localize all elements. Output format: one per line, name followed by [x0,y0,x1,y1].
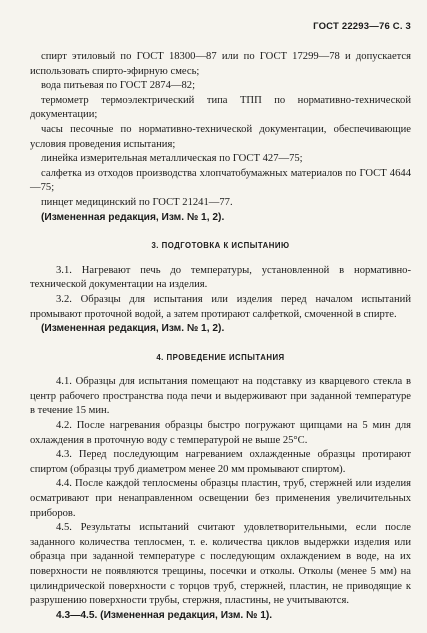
material-item: термометр термоэлектрический типа ТПП по нормативно-технической документации; [30,94,411,121]
paragraph-4-5: 4.5. Результаты испытаний считают удовлетворительными, если после заданного количества теплосмен, т. е. количества циклов выдержки изделия или образца при заданной температуре с последующим охлаждением в воде, на их поверхности не появляются трещины, посечки и отколы. Отколы (менее 5 мм) на цилиндрической поверхности с торцов труб, стержней, пластин, не приводящие к разрушению поверхности трубы, стержня, пластины, не учитываются. [30,522,411,607]
edit-note: 4.3—4.5. (Измененная редакция, Изм. № 1). [56,609,273,621]
material-item: часы песочные по нормативно-технической документации, обеспечивающие условия проведения испытания; [30,123,411,150]
edit-note: (Измененная редакция, Изм. № 1, 2). [41,211,225,223]
material-item: вода питьевая по ГОСТ 2874—82; [41,80,196,92]
material-item: спирт этиловый по ГОСТ 18300—87 или по ГОСТ 17299—78 и допускается использовать спирто-эфирную смесь; [30,51,411,77]
document-body [30,50,411,623]
paragraph-4-4: 4.4. После каждой теплосмены образцы пластин, труб, стержней или изделия осматривают при ненаправленном освещении без применения увеличительных приборов. [30,478,411,519]
paragraph-3-2: 3.2. Образцы для испытания или изделия перед началом испытаний промывают проточной водой, а затем протирают салфеткой, смоченной в спирте. [30,293,411,320]
material-item: салфетка из отходов производства хлопчатобумажных материалов по ГОСТ 4644—75; [30,167,411,194]
material-item: пинцет медицинский по ГОСТ 21241—77. [41,196,233,208]
paragraph-3-1: 3.1. Нагревают печь до температуры, установленной в нормативно-технической документации на изделия. [30,264,411,291]
paragraph-4-2: 4.2. После нагревания образцы быстро погружают щипцами на 5 мин для охлаждения в проточную воду с температурой не выше 25°С. [30,420,411,446]
material-item: линейка измерительная металлическая по ГОСТ 427—75; [41,153,303,165]
edit-note: (Измененная редакция, Изм. № 1, 2). [41,323,225,335]
section-heading: 4. ПРОВЕДЕНИЕ ИСПЫТАНИЯ [156,352,285,362]
paragraph-4-3: 4.3. Перед последующим нагреванием охлажденные образцы протирают спиртом (образцы труб диаметром менее 20 мм промывают спиртом). [30,449,411,475]
paragraph-4-1: 4.1. Образцы для испытания помещают на подставку из кварцевого стекла в центр рабочего пространства пода печи и выдерживают при заданной температуре в течение 15 мин. [30,376,411,417]
page-header: ГОСТ 22293—76 С. 3 [313,21,411,32]
section-heading: 3. ПОДГОТОВКА К ИСПЫТАНИЮ [151,241,290,251]
